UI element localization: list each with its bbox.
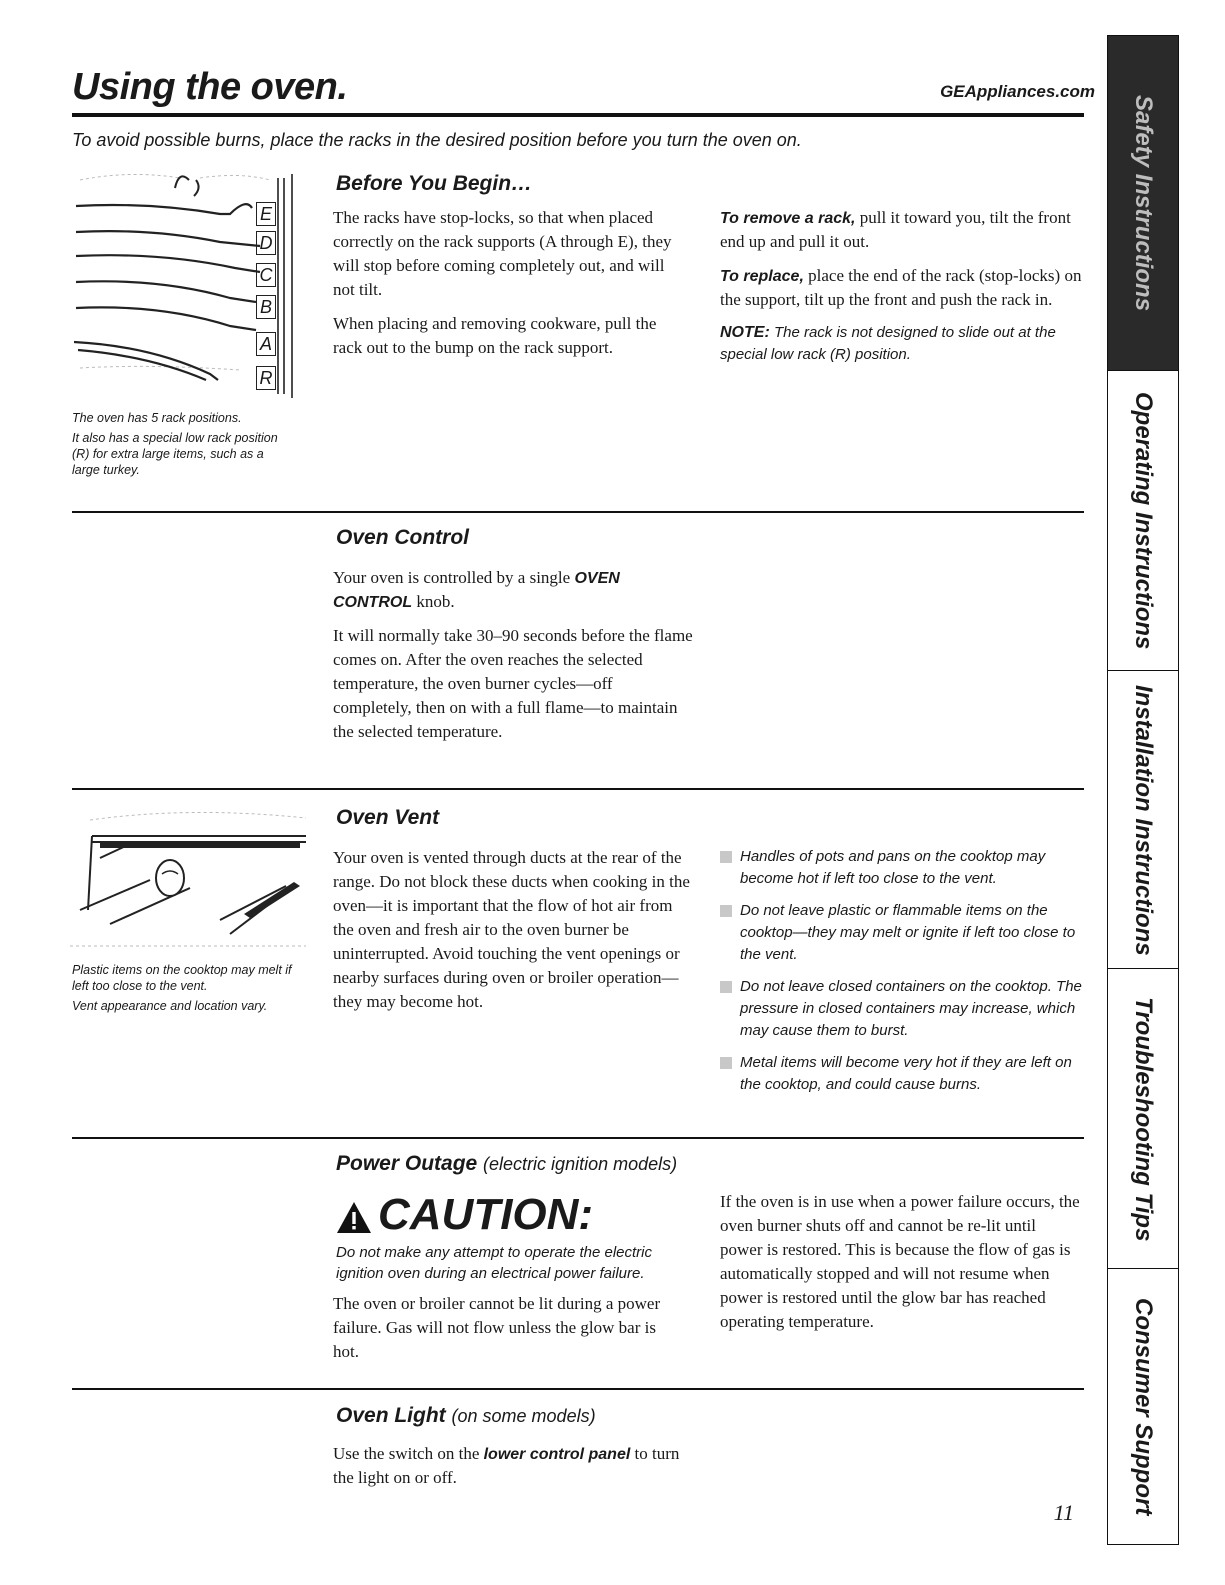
note-lead: NOTE: [720,324,770,341]
bullet-square-icon [720,981,732,993]
tab-label: Safety Instructions [1130,94,1157,312]
oven-control-knob-name: OVEN CONTROL [333,570,620,611]
tab-label: Consumer Support [1130,1298,1157,1516]
tab-label: Installation Instructions [1130,684,1157,956]
vent-warning-text: Handles of pots and pans on the cooktop may become hot if left too close to the vent. [740,848,1046,887]
power-outage-para-right: If the oven is in use when a power failure occurs, the oven burner shuts off and cannot be re-lit until power is restored. This is because the flow of gas is automatically stopped and will not resume when power is restored until the glow bar has reached operating temperature. [720,1192,1080,1331]
vent-warnings [720,846,1082,1106]
oven-light-para-post: to turn the light on or off. [333,1444,680,1487]
power-outage-left [333,1292,683,1374]
oven-vent-heading: Oven Vent [336,806,440,829]
oven-light-qualifier: (on some models) [451,1406,596,1426]
rack-caption [72,410,282,482]
tab-label: Troubleshooting Tips [1130,996,1157,1242]
vent-warning-item [720,976,1082,1042]
vent-warning-item [720,846,1082,890]
bullet-square-icon [720,851,732,863]
oven-control-heading: Oven Control [336,526,470,549]
page-title: Using the oven. [72,66,348,108]
vent-warning-text: Metal items will become very hot if they are left on the cooktop, and could cause burns. [740,1054,1072,1093]
section-divider-3 [72,1137,1084,1139]
vent-illustration [70,800,314,950]
before-you-begin-body [333,206,673,370]
oven-light-para-pre: Use the switch on the [333,1444,484,1463]
note-text [720,322,1082,366]
oven-light-heading [336,1404,596,1428]
tab-operating-instructions[interactable] [1108,370,1178,671]
tab-label: Operating Instructions [1130,392,1157,650]
section-divider-2 [72,788,1084,790]
vent-caption-2: Vent appearance and location vary. [72,999,268,1013]
power-outage-title: Power Outage [336,1152,478,1175]
oven-vent-body [333,846,693,1024]
website-label: GEAppliances.com [940,82,1095,101]
before-you-begin-para-2: When placing and removing cookware, pull the rack out to the bump on the rack support. [333,314,657,357]
vent-warning-text: Do not leave closed containers on the cooktop. The pressure in closed containers may increase, which may cause them to burst. [740,978,1082,1039]
tab-troubleshooting-tips[interactable] [1108,968,1178,1269]
rack-label-e: E [256,202,276,226]
tab-safety-instructions[interactable] [1108,36,1178,370]
vent-warning-item [720,1052,1082,1096]
power-outage-heading [336,1152,677,1176]
oven-control-body [333,566,693,754]
vent-drawing [70,800,314,950]
replace-rack-lead: To replace, [720,268,804,285]
rack-label-a: A [256,332,276,356]
remove-rack-text [720,206,1082,254]
oven-light-para [333,1442,703,1490]
remove-rack-body: pull it toward you, tilt the front end up and pull it out. [720,208,1071,251]
page-subtitle: To avoid possible burns, place the racks in the desired position before you turn the oven on. [72,130,802,150]
control-panel-name: lower control panel [483,1446,631,1463]
before-you-begin-heading: Before You Begin… [336,172,533,195]
caution-label: CAUTION: [378,1190,594,1239]
oven-vent-para: Your oven is vented through ducts at the rear of the range. Do not block these ducts when cooking in the oven—it is important that the flow of hot air from the oven and fresh air to the oven burner be uninterrupted. Avoid touching the vent openings or nearby surfaces during oven or broiler operation—they may become hot. [333,848,690,1011]
vent-warning-item [720,900,1082,966]
rack-caption-2: It also has a special low rack position (R) for extra large items, such as a large turkey. [72,431,278,477]
bullet-square-icon [720,1057,732,1069]
vent-warning-text: Do not leave plastic or flammable items on the cooktop—they may melt or ignite if left too close to the vent. [740,902,1076,963]
rack-instructions [720,206,1082,376]
power-outage-qualifier: (electric ignition models) [483,1154,678,1174]
power-outage-right [720,1190,1082,1344]
tab-installation-instructions[interactable] [1108,670,1178,969]
rack-caption-1: The oven has 5 rack positions. [72,411,242,425]
oven-light-title: Oven Light [336,1404,446,1427]
header-rule [72,113,1084,117]
caution-block [336,1190,696,1284]
remove-rack-lead: To remove a rack, [720,210,856,227]
note-body: The rack is not designed to slide out at the special low rack (R) position. [720,324,1056,363]
rack-label-b: B [256,295,276,319]
vent-caption-1: Plastic items on the cooktop may melt if left too close to the vent. [72,963,292,993]
rack-illustration [70,168,302,408]
oven-control-para-2: It will normally take 30–90 seconds before the flame comes on. After the oven reaches the selected temperature, the oven burner cycles—off completely, then on with a full flame—to maintain the selected temperature. [333,626,693,741]
section-tabs [1107,35,1179,1545]
bullet-square-icon [720,905,732,917]
caution-line [336,1190,696,1240]
tab-consumer-support[interactable] [1108,1268,1178,1545]
section-divider-1 [72,511,1084,513]
vent-warning-list [720,846,1082,1096]
power-outage-para-left: The oven or broiler cannot be lit during a power failure. Gas will not flow unless the glow bar is hot. [333,1294,661,1361]
rack-label-d: D [256,231,276,255]
caution-text: Do not make any attempt to operate the electric ignition oven during an electrical power failure. [336,1244,653,1282]
section-divider-4 [72,1388,1084,1390]
replace-rack-text [720,264,1082,312]
rack-label-c: C [256,263,276,287]
warning-triangle-icon [336,1200,372,1234]
before-you-begin-para-1: The racks have stop-locks, so that when placed correctly on the rack supports (A through E), they will stop before coming completely out, and will not tilt. [333,208,672,299]
vent-caption [72,962,292,1018]
oven-control-para-1-pre: Your oven is controlled by a single [333,568,575,587]
oven-control-para-1 [333,566,693,614]
page-number: 11 [1053,1500,1074,1525]
oven-control-para-1-post: knob. [412,592,455,611]
oven-light-body [333,1442,703,1500]
replace-rack-body: place the end of the rack (stop-locks) on the support, tilt up the front and push the rack in. [720,266,1082,309]
rack-label-r: R [256,366,276,390]
